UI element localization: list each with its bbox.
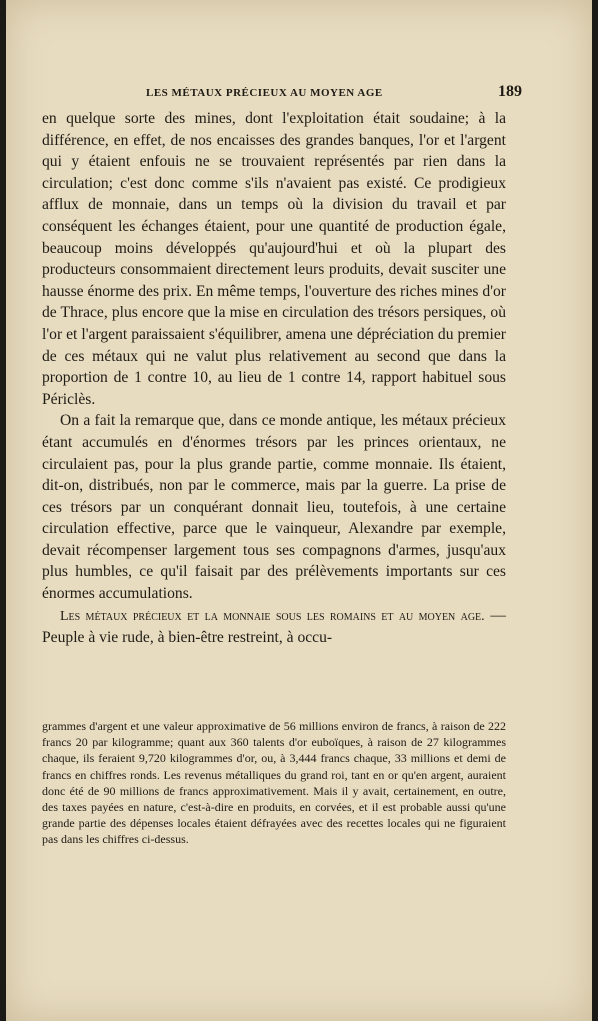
page-header — [42, 83, 522, 106]
body-text — [42, 108, 506, 649]
paragraph: On a fait la remarque que, dans ce monde antique, les métaux précieux étant accumulés en d'énormes trésors par les princes orientaux, ne circulaient pas, pour la plus grande partie, comme monnaie. Ils étaient, dit-on, distribués, non par le commerce, mais par la guerre. La prise de ces trésors par un conquérant donnait lieu, toutefois, à une certaine circulation effective, parce que le vainqueur, Alexandre par exemple, devait récompenser largement tous ses compagnons d'armes, jusqu'aux plus humbles, ce qu'il faisait par des prélèvements importants sur ces énormes accumulations. — [42, 412, 506, 603]
running-title: LES MÉTAUX PRÉCIEUX AU MOYEN AGE — [146, 87, 383, 99]
section-text: — Peuple à vie rude, à bien-être restreint, à occu- — [42, 606, 506, 647]
book-page — [6, 0, 592, 1021]
section-heading: Les métaux précieux et la monnaie sous les romains et au moyen age. — [60, 608, 485, 624]
footnote — [42, 718, 506, 848]
section-paragraph — [42, 605, 506, 649]
footnote-text: grammes d'argent et une valeur approximative de 56 millions environ de francs, à raison de 222 francs 20 par kilogramme; quant aux 360 talents d'or euboïques, à raison de 27 kilogrammes chaque, ils feraient 9,720 kilogrammes d'or, ou, à 3,444 francs chaque, 33 millions et demi de francs en chiffres ronds. Les revenus métalliques du grand roi, tant en or qu'en argent, auraient donc été de 90 millions de francs approximativement. Mais il y avait, certainement, en outre, des taxes payées en nature, c'est-à-dire en produits, en corvées, et il est probable aussi qu'une grande partie des dépenses locales étaient défrayées avec des recettes locales qui ne figuraient pas dans les chiffres ci-dessus. — [42, 719, 506, 847]
paragraph: en quelque sorte des mines, dont l'exploitation était soudaine; à la différence, en effet, de nos encaisses des grandes banques, l'or et l'argent qui y étaient enfouis ne se trouvaient représentés par rien dans la circulation; c'est donc comme s'ils n'avaient pas existé. Ce prodigieux afflux de monnaie, dans un temps où la division du travail et par conséquent les échanges étaient, pour une quantité de production égale, beaucoup moins développés qu'aujourd'hui et où la plupart des producteurs consommaient directement leurs produits, devait susciter une hausse énorme des prix. En même temps, l'ouverture des riches mines d'or de Thrace, plus encore que la mise en circulation des trésors persiques, où l'or et l'argent paraissaient s'équilibrer, amena une dépréciation du premier de ces métaux qui ne valut plus relativement au second que dans la proportion de 1 contre 10, au lieu de 1 contre 14, rapport habituel sous Périclès. — [42, 110, 506, 408]
page-number: 189 — [498, 83, 522, 100]
